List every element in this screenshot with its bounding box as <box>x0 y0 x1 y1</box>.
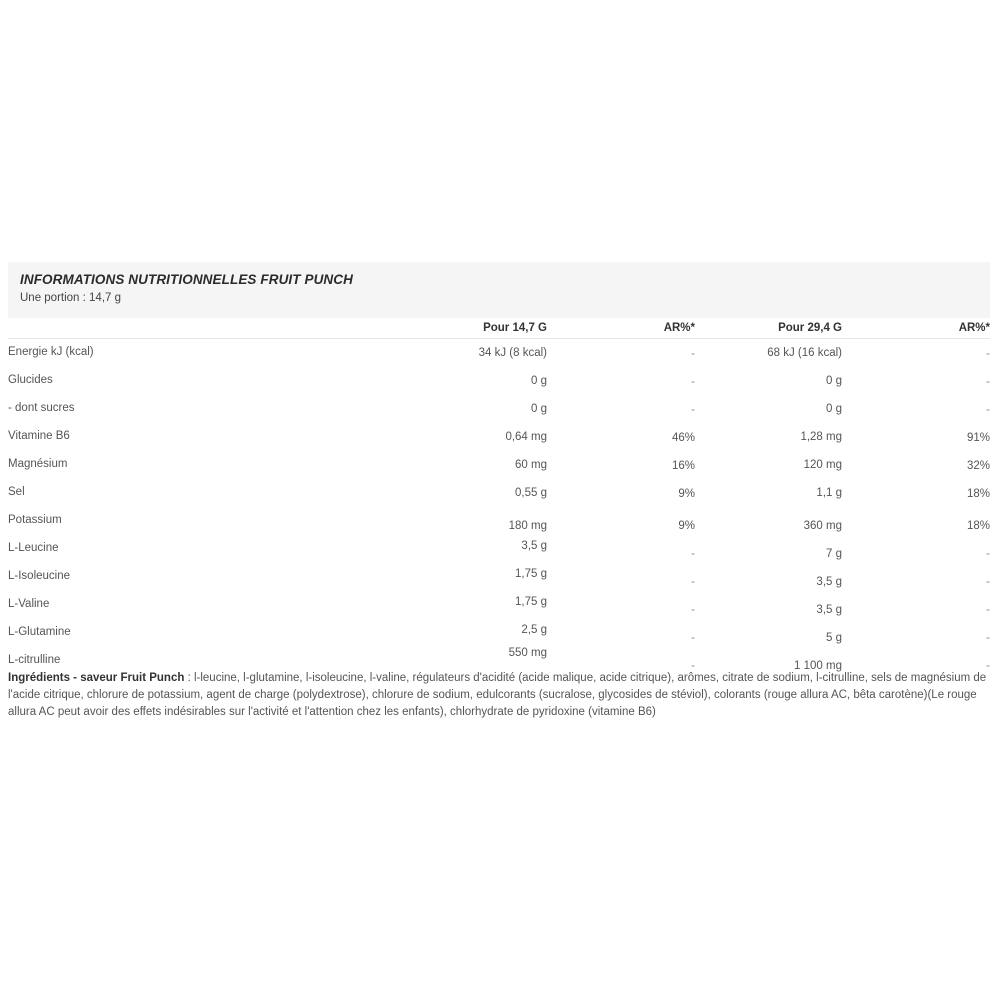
ar-per-double-portion: - <box>986 632 990 644</box>
table-row <box>8 339 990 367</box>
nutrient-name: L-citrulline <box>8 654 61 666</box>
value-per-double-portion: 7 g <box>826 548 842 560</box>
value-per-portion: 2,5 g <box>521 624 547 636</box>
ar-per-double-portion: - <box>986 404 990 416</box>
value-per-double-portion: 360 mg <box>803 520 842 532</box>
value-per-portion: 180 mg <box>508 520 547 532</box>
portion-size: Une portion : 14,7 g <box>20 292 122 304</box>
value-per-portion: 34 kJ (8 kcal) <box>478 347 547 359</box>
table-row <box>8 479 990 507</box>
ar-per-double-portion: - <box>986 348 990 360</box>
table-row <box>8 367 990 395</box>
value-per-portion: 0 g <box>531 375 547 387</box>
ar-per-double-portion: 32% <box>966 460 990 472</box>
nutrition-title: INFORMATIONS NUTRITIONNELLES FRUIT PUNCH <box>20 272 353 287</box>
value-per-double-portion: 3,5 g <box>816 576 842 588</box>
ingredients-list: : l-leucine, l-glutamine, l-isoleucine, l-valine, régulateurs d'acidité (acide malique, acide citrique), arômes, citrate de sodium, l-citrulline, sels de magnésium de l'acide citrique, chlorure de potassium, agent de charge (polydextrose), chlorure de sodium, edulcorants (sucralose, glycosides de stéviol), colorants (rouge allura AC, bêta carotène)(Le rouge allura AC peut avoir des effets indésirables sur l'activité et l'attention chez les enfants), chlorhydrate de pyridoxine (vitamine B6) <box>8 672 987 719</box>
ar-per-portion: - <box>691 548 695 560</box>
column-header-per-double-portion: Pour 29,4 G <box>778 322 842 334</box>
ar-per-portion: - <box>691 376 695 388</box>
value-per-double-portion: 1,28 mg <box>800 431 842 443</box>
table-row <box>8 395 990 423</box>
value-per-double-portion: 0 g <box>826 403 842 415</box>
nutrient-name: Energie kJ (kcal) <box>8 346 94 358</box>
value-per-portion: 0 g <box>531 403 547 415</box>
nutrition-table <box>8 318 990 675</box>
nutrient-name: L-Valine <box>8 598 50 610</box>
ar-per-double-portion: - <box>986 376 990 388</box>
value-per-portion: 3,5 g <box>521 540 547 552</box>
nutrient-name: Vitamine B6 <box>8 430 70 442</box>
ar-per-portion: - <box>691 604 695 616</box>
nutrient-name: Sel <box>8 486 25 498</box>
value-per-portion: 550 mg <box>508 647 547 659</box>
nutrient-name: Potassium <box>8 514 62 526</box>
value-per-portion: 1,75 g <box>515 568 547 580</box>
value-per-portion: 0,64 mg <box>505 431 547 443</box>
ingredients-label: Ingrédients - saveur Fruit Punch <box>8 672 185 684</box>
value-per-double-portion: 68 kJ (16 kcal) <box>767 347 842 359</box>
nutrient-name: - dont sucres <box>8 402 75 414</box>
ar-per-double-portion: - <box>986 576 990 588</box>
ar-per-portion: 9% <box>678 488 695 500</box>
ar-per-portion: - <box>691 632 695 644</box>
ar-per-portion: 46% <box>671 432 695 444</box>
nutrient-name: Magnésium <box>8 458 68 470</box>
value-per-double-portion: 1,1 g <box>816 487 842 499</box>
ar-per-double-portion: 91% <box>966 432 990 444</box>
column-header-ar-portion: AR%* <box>663 322 695 334</box>
ar-per-portion: 16% <box>671 460 695 472</box>
ar-per-portion: 9% <box>678 520 695 532</box>
value-per-portion: 60 mg <box>515 459 547 471</box>
table-row <box>8 535 990 563</box>
table-row <box>8 563 990 591</box>
value-per-double-portion: 120 mg <box>803 459 842 471</box>
value-per-double-portion: 1 100 mg <box>794 660 842 672</box>
ar-per-double-portion: - <box>986 548 990 560</box>
value-per-portion: 0,55 g <box>515 487 547 499</box>
ar-per-portion: - <box>691 576 695 588</box>
nutrient-name: Glucides <box>8 374 53 386</box>
table-body <box>8 339 990 675</box>
nutrient-name: L-Isoleucine <box>8 570 71 582</box>
value-per-double-portion: 0 g <box>826 375 842 387</box>
value-per-portion: 1,75 g <box>515 596 547 608</box>
nutrient-name: L-Leucine <box>8 542 59 554</box>
column-header-per-portion: Pour 14,7 G <box>483 322 547 334</box>
value-per-double-portion: 3,5 g <box>816 604 842 616</box>
ingredients-text <box>8 670 990 722</box>
ar-per-double-portion: - <box>986 604 990 616</box>
nutrition-header <box>8 262 990 318</box>
table-row <box>8 451 990 479</box>
column-header-ar-double-portion: AR%* <box>958 322 990 334</box>
value-per-double-portion: 5 g <box>826 632 842 644</box>
ar-per-portion: - <box>691 660 695 672</box>
ar-per-portion: - <box>691 348 695 360</box>
table-header-row <box>8 318 990 339</box>
ar-per-double-portion: - <box>986 660 990 672</box>
nutrient-name: L-Glutamine <box>8 626 71 638</box>
ar-per-portion: - <box>691 404 695 416</box>
table-row <box>8 619 990 647</box>
table-row <box>8 507 990 535</box>
ar-per-double-portion: 18% <box>966 520 990 532</box>
table-row <box>8 423 990 451</box>
nutrition-panel <box>8 262 990 672</box>
ar-per-double-portion: 18% <box>966 488 990 500</box>
table-row <box>8 591 990 619</box>
